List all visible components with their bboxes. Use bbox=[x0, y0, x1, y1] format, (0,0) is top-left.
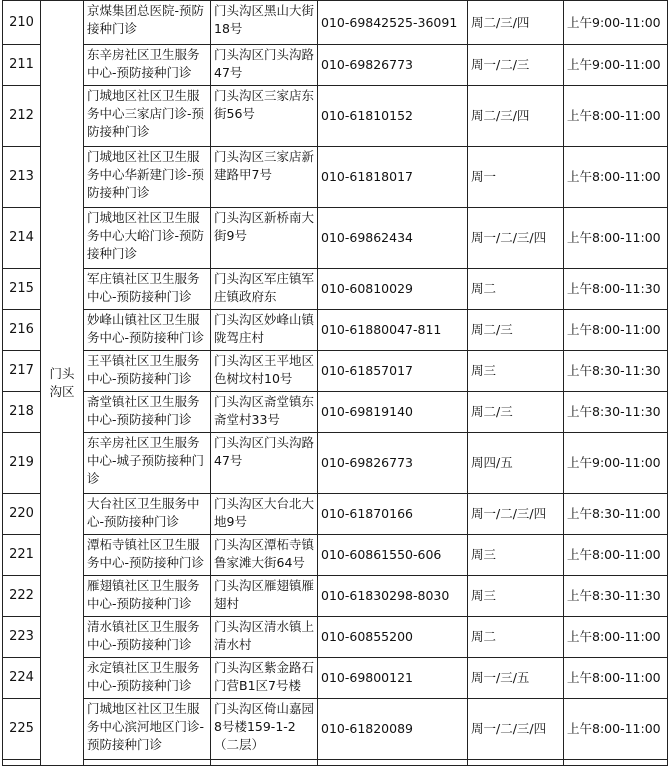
table-row bbox=[3, 494, 668, 535]
table-row bbox=[3, 1, 668, 45]
clinic-phone: 010-61880047-811 bbox=[318, 310, 468, 351]
clinic-hours: 上午8:00-11:00 bbox=[564, 658, 668, 699]
table-row bbox=[3, 535, 668, 576]
row-number: 212 bbox=[3, 86, 41, 147]
clinic-hours: 上午8:00-11:00 bbox=[564, 86, 668, 147]
clinic-address: 门头沟区倚山嘉园8号楼159-1-2（二层） bbox=[211, 699, 318, 760]
row-number: 213 bbox=[3, 147, 41, 208]
clinic-name: 京煤集团总医院-预防接种门诊 bbox=[84, 1, 211, 45]
clinic-days: 周二/三 bbox=[468, 310, 564, 351]
clinic-phone: 010-69842525-36091 bbox=[318, 1, 468, 45]
clinic-name: 妙峰山镇社区卫生服务中心-预防接种门诊 bbox=[84, 310, 211, 351]
row-number: 219 bbox=[3, 433, 41, 494]
clinic-hours: 上午8:00-11:00 bbox=[564, 147, 668, 208]
clinic-hours: 上午8:30-11:00 bbox=[564, 494, 668, 535]
clinic-name: 东辛房社区卫生服务中心-预防接种门诊 bbox=[84, 45, 211, 86]
clinic-days: 周一/二/三 bbox=[468, 45, 564, 86]
clinic-address: 门头沟区妙峰山镇陇驾庄村 bbox=[211, 310, 318, 351]
clinic-phone: 010-60861550-606 bbox=[318, 535, 468, 576]
clinic-phone: 010-60810029 bbox=[318, 269, 468, 310]
row-number: 211 bbox=[3, 45, 41, 86]
clinic-phone: 010-60855200 bbox=[318, 617, 468, 658]
clinic-phone: 010-61820089 bbox=[318, 699, 468, 760]
clinic-name: 军庄镇社区卫生服务中心-预防接种门诊 bbox=[84, 269, 211, 310]
clinic-hours: 上午9:00-11:00 bbox=[564, 433, 668, 494]
clinic-phone: 010-69862434 bbox=[318, 208, 468, 269]
clinic-address: 门头沟区三家店新建路甲7号 bbox=[211, 147, 318, 208]
clinic-days: 周二/三 bbox=[468, 392, 564, 433]
clinic-name: 永定镇社区卫生服务中心-预防接种门诊 bbox=[84, 658, 211, 699]
row-number: 218 bbox=[3, 392, 41, 433]
clinic-address: 门头沟区清水镇上清水村 bbox=[211, 617, 318, 658]
clinic-days: 周三 bbox=[468, 576, 564, 617]
table-row-cut bbox=[3, 760, 668, 766]
row-number: 223 bbox=[3, 617, 41, 658]
district-cell: 门头沟区 bbox=[41, 1, 84, 766]
clinic-address: 门头沟区军庄镇军庄镇政府东 bbox=[211, 269, 318, 310]
clinic-phone: 010-61870166 bbox=[318, 494, 468, 535]
clinic-hours: 上午8:00-11:00 bbox=[564, 617, 668, 658]
clinic-address: 门头沟区新桥南大街9号 bbox=[211, 208, 318, 269]
clinic-address: 门头沟区斋堂镇东斋堂村33号 bbox=[211, 392, 318, 433]
clinic-phone: 010-61857017 bbox=[318, 351, 468, 392]
table-row bbox=[3, 147, 668, 208]
clinic-name: 清水镇社区卫生服务中心-预防接种门诊 bbox=[84, 617, 211, 658]
clinic-hours: 上午9:00-11:00 bbox=[564, 1, 668, 45]
clinic-name: 王平镇社区卫生服务中心-预防接种门诊 bbox=[84, 351, 211, 392]
clinic-days: 周一/二/三/四 bbox=[468, 699, 564, 760]
clinic-days: 周一 bbox=[468, 147, 564, 208]
clinic-days: 周三 bbox=[468, 535, 564, 576]
clinic-name: 门城地区社区卫生服务中心滨河地区门诊-预防接种门诊 bbox=[84, 699, 211, 760]
vaccination-clinic-table bbox=[2, 0, 668, 766]
table-row bbox=[3, 617, 668, 658]
clinic-days: 周一/二/三/四 bbox=[468, 208, 564, 269]
row-number: 216 bbox=[3, 310, 41, 351]
clinic-hours: 上午9:00-11:00 bbox=[564, 45, 668, 86]
table-row bbox=[3, 699, 668, 760]
table-row bbox=[3, 86, 668, 147]
clinic-name: 大台社区卫生服务中心-预防接种门诊 bbox=[84, 494, 211, 535]
clinic-hours: 上午8:00-11:30 bbox=[564, 269, 668, 310]
clinic-address: 门头沟区雁翅镇雁翅村 bbox=[211, 576, 318, 617]
clinic-phone: 010-69826773 bbox=[318, 45, 468, 86]
table-row bbox=[3, 433, 668, 494]
clinic-hours: 上午8:00-11:00 bbox=[564, 535, 668, 576]
row-number: 214 bbox=[3, 208, 41, 269]
clinic-days: 周二/三/四 bbox=[468, 86, 564, 147]
row-number: 215 bbox=[3, 269, 41, 310]
clinic-name: 门城地区社区卫生服务中心大峪门诊-预防接种门诊 bbox=[84, 208, 211, 269]
row-number: 221 bbox=[3, 535, 41, 576]
clinic-address: 门头沟区门头沟路47号 bbox=[211, 433, 318, 494]
clinic-days: 周三 bbox=[468, 351, 564, 392]
row-number: 210 bbox=[3, 1, 41, 45]
clinic-address: 门头沟区紫金路石门营B1区7号楼 bbox=[211, 658, 318, 699]
row-number: 217 bbox=[3, 351, 41, 392]
table-row bbox=[3, 351, 668, 392]
clinic-phone: 010-61810152 bbox=[318, 86, 468, 147]
table-row bbox=[3, 208, 668, 269]
clinic-hours: 上午8:00-11:00 bbox=[564, 310, 668, 351]
clinic-name: 东辛房社区卫生服务中心-城子预防接种门诊 bbox=[84, 433, 211, 494]
clinic-hours: 上午8:30-11:30 bbox=[564, 351, 668, 392]
row-number: 225 bbox=[3, 699, 41, 760]
row-number: 220 bbox=[3, 494, 41, 535]
clinic-address: 门头沟区三家店东街56号 bbox=[211, 86, 318, 147]
table-row bbox=[3, 310, 668, 351]
table-row bbox=[3, 392, 668, 433]
clinic-name: 斋堂镇社区卫生服务中心-预防接种门诊 bbox=[84, 392, 211, 433]
clinic-phone: 010-69819140 bbox=[318, 392, 468, 433]
clinic-phone: 010-69800121 bbox=[318, 658, 468, 699]
row-number: 224 bbox=[3, 658, 41, 699]
clinic-days: 周二/三/四 bbox=[468, 1, 564, 45]
clinic-hours: 上午8:30-11:30 bbox=[564, 576, 668, 617]
clinic-address: 门头沟区门头沟路47号 bbox=[211, 45, 318, 86]
clinic-name: 门城地区社区卫生服务中心华新建门诊-预防接种门诊 bbox=[84, 147, 211, 208]
clinic-address: 门头沟区大台北大地9号 bbox=[211, 494, 318, 535]
clinic-address: 门头沟区王平地区色树坟村10号 bbox=[211, 351, 318, 392]
clinic-hours: 上午8:00-11:00 bbox=[564, 699, 668, 760]
clinic-address: 门头沟区黑山大街18号 bbox=[211, 1, 318, 45]
row-number: 222 bbox=[3, 576, 41, 617]
clinic-name: 雁翅镇社区卫生服务中心-预防接种门诊 bbox=[84, 576, 211, 617]
clinic-hours: 上午8:30-11:30 bbox=[564, 392, 668, 433]
clinic-days: 周二 bbox=[468, 617, 564, 658]
clinic-phone: 010-61818017 bbox=[318, 147, 468, 208]
clinic-days: 周一/二/三/四 bbox=[468, 494, 564, 535]
table-row bbox=[3, 45, 668, 86]
table-row bbox=[3, 658, 668, 699]
table-row bbox=[3, 269, 668, 310]
clinic-address: 门头沟区潭柘寺镇鲁家滩大街64号 bbox=[211, 535, 318, 576]
clinic-phone: 010-61830298-8030 bbox=[318, 576, 468, 617]
clinic-days: 周一/三/五 bbox=[468, 658, 564, 699]
clinic-days: 周二 bbox=[468, 269, 564, 310]
clinic-days: 周四/五 bbox=[468, 433, 564, 494]
clinic-hours: 上午8:00-11:00 bbox=[564, 208, 668, 269]
clinic-name: 门城地区社区卫生服务中心三家店门诊-预防接种门诊 bbox=[84, 86, 211, 147]
clinic-name: 潭柘寺镇社区卫生服务中心-预防接种门诊 bbox=[84, 535, 211, 576]
table-row bbox=[3, 576, 668, 617]
clinic-phone: 010-69826773 bbox=[318, 433, 468, 494]
